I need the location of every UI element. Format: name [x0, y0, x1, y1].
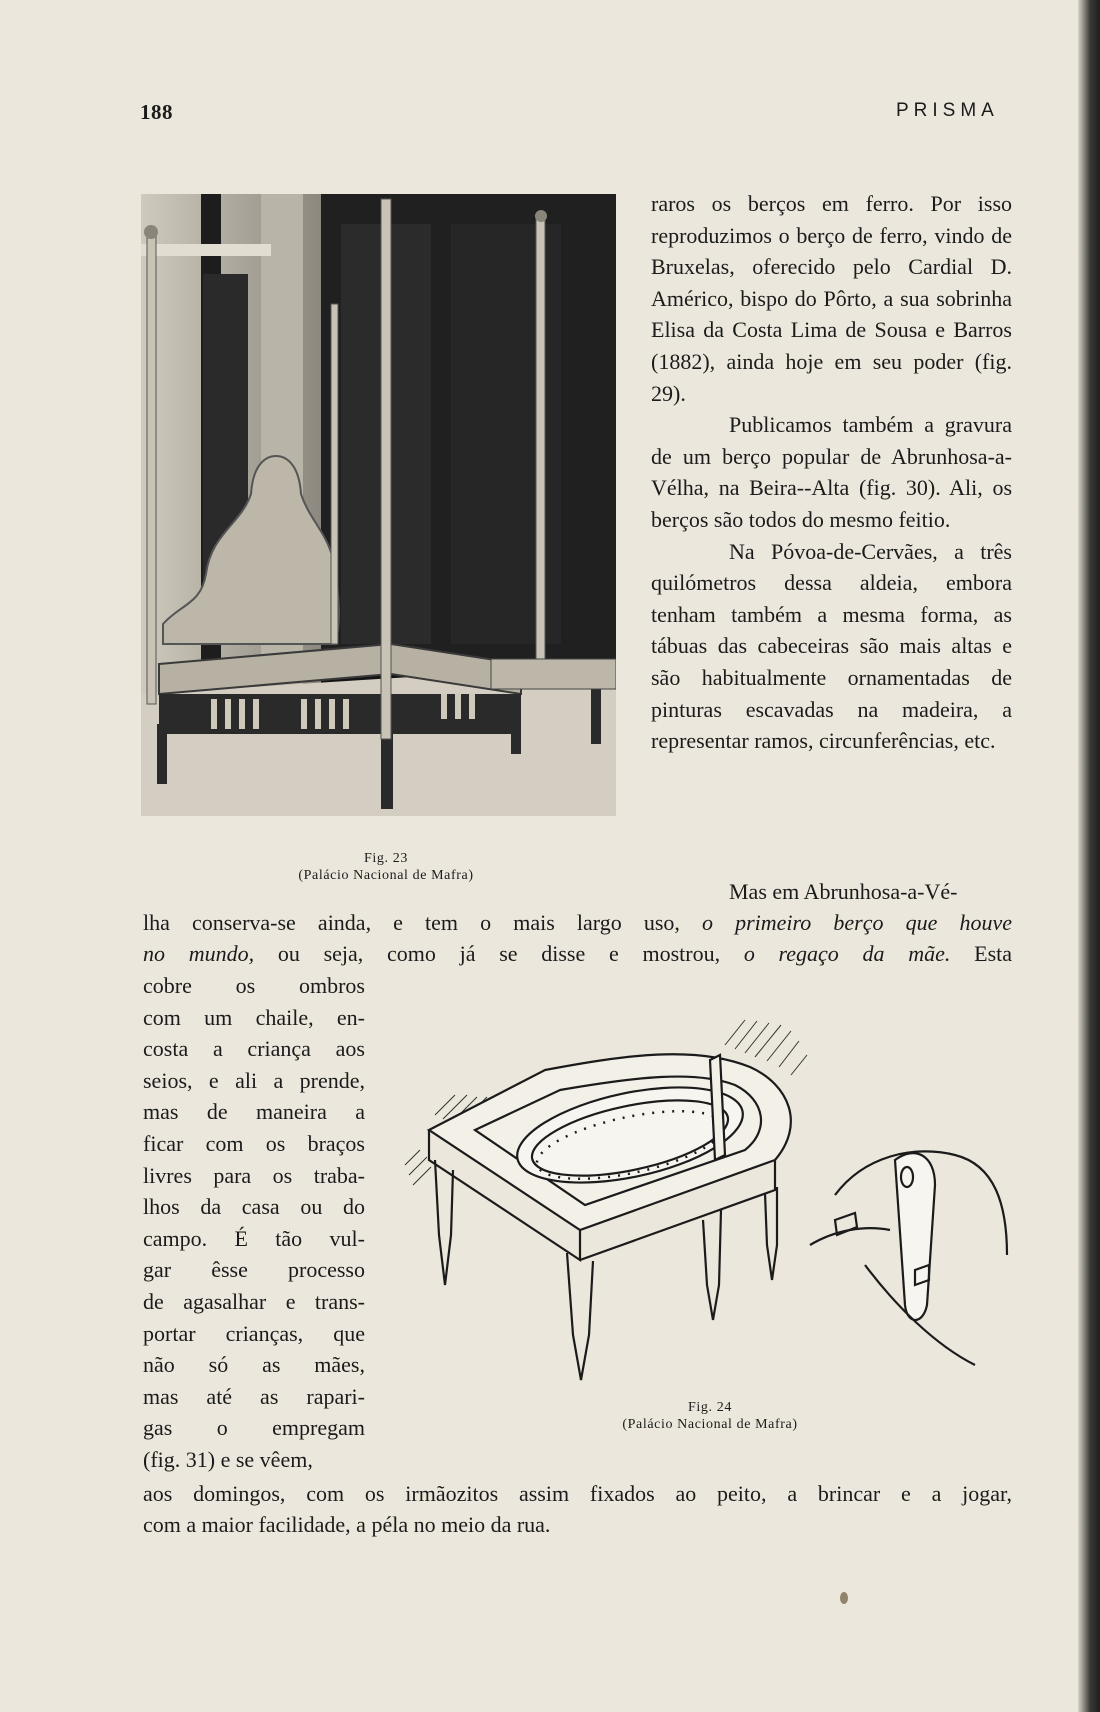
fig23-cradle-photo — [141, 194, 616, 816]
left-column-line: ficar com os braços — [143, 1130, 365, 1156]
page-number: 188 — [140, 100, 173, 124]
left-column-text — [143, 970, 365, 1476]
body-line-4: com a maior facilidade, a péla no meio da rua. — [143, 1512, 551, 1537]
left-column-line: de agasalhar e trans- — [143, 1288, 365, 1314]
left-column-line: gar êsse processo — [143, 1257, 365, 1283]
fig24-cradle-drawing — [395, 1005, 1010, 1395]
page-binding-edge — [1078, 0, 1100, 1712]
left-column-line: livres para os traba- — [143, 1162, 365, 1188]
left-column-line: costa a criança aos — [143, 1036, 365, 1062]
left-column-line: mas até as rapari- — [143, 1383, 365, 1409]
paragraph-popular-cradle: Publicamos também a gravura de um berço popular de Abrunhosa-a-Vélha, na Beira--Alta (fig. 30). Ali, os berços são todos do mesmo feitio. — [651, 412, 1012, 532]
body-line-2-italic-c: o regaço da mãe. — [743, 941, 951, 966]
left-column-line: mas de maneira a — [143, 1099, 365, 1125]
left-column-line: gas o empregam — [143, 1415, 365, 1441]
body-line-2 — [143, 938, 1012, 970]
fig23-caption-label: Fig. 23 — [364, 851, 408, 866]
left-column-line: cobre os ombros — [143, 973, 365, 998]
fig24-caption-source: (Palácio Nacional de Mafra) — [622, 1417, 798, 1432]
journal-title: PRISMA — [896, 100, 999, 121]
paragraph-povoa-de-cervaes: Na Póvoa-de-Cervães, a três quilómetros dessa aldeia, embora tenham também a mesma forma, as tábuas das cabeceiras são mais altas e são habitualmente ornamentadas de pinturas escavadas na madeira, a representar ramos, circunferências, etc. — [651, 538, 1012, 754]
right-column-text — [651, 188, 1012, 757]
left-column-line: seios, e ali a prende, — [143, 1067, 365, 1093]
body-line-2-end: Esta — [974, 941, 1013, 966]
fig24-caption — [560, 1399, 860, 1433]
body-line-1-text: lha conserva-se ainda, e tem o mais largo uso, — [143, 910, 680, 935]
fig24-caption-label: Fig. 24 — [688, 1400, 732, 1415]
body-line-1-italic: o primeiro berço que houve — [702, 910, 1012, 935]
paragraph-abrunhosa-start: Mas em Abrunhosa-a-Vé- — [729, 879, 958, 904]
body-line-1 — [143, 907, 1012, 939]
body-line-3: aos domingos, com os irmãozitos assim fixados ao peito, a brincar e a jogar, — [143, 1481, 1012, 1506]
left-column-line: com um chaile, en- — [143, 1004, 365, 1030]
left-column-line: portar crianças, que — [143, 1320, 365, 1346]
left-column-line: campo. É tão vul- — [143, 1225, 365, 1251]
ink-spot — [840, 1592, 848, 1604]
fig23-caption — [236, 850, 536, 884]
left-column-line: não só as mães, — [143, 1352, 365, 1378]
body-line-2-italic-a: no mundo, — [143, 941, 255, 966]
left-column-line: (fig. 31) e se vêem, — [143, 1446, 313, 1472]
left-column-line: lhos da casa ou do — [143, 1194, 365, 1220]
paragraph-iron-cradle: raros os berços em ferro. Por isso reproduzimos o berço de ferro, vindo de Bruxelas, oferecido pelo Cardial D. Américo, bispo do Pôrto, a sua sobrinha Elisa da Costa Lima de Sousa e Barros (1882), ainda hoje em seu poder (fig. 29). — [651, 191, 1012, 406]
fig23-caption-source: (Palácio Nacional de Mafra) — [298, 868, 474, 883]
body-line-2-text: ou seja, como já se disse e mostrou, — [277, 941, 721, 966]
